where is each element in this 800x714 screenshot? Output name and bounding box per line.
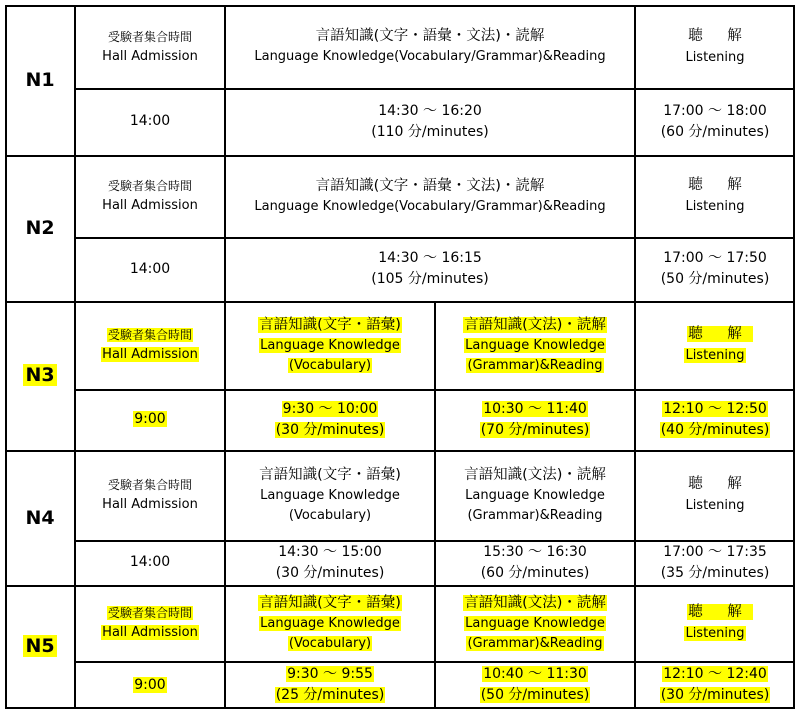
column-rule: [224, 301, 226, 450]
listening-name-en: [684, 623, 745, 644]
section-name-en-text: Language Knowledge(Vocabulary/Grammar)&Reading: [254, 49, 606, 64]
section-name-en-text: Language Knowledge: [260, 337, 400, 353]
section-name-en-text: Language Knowledge: [465, 487, 605, 503]
section-name-en: [288, 356, 372, 376]
exam-schedule-table: [5, 5, 795, 709]
column-rule: [74, 301, 76, 450]
section-duration-text: (70 分/minutes): [480, 421, 590, 438]
listening-duration-text: (50 分/minutes): [660, 271, 770, 287]
section-divider: [434, 585, 436, 709]
level-label-n4: [5, 450, 75, 585]
admission-label-en-text: Hall Admission: [102, 347, 198, 362]
level-name-text: N1: [25, 69, 55, 91]
listening-header: [635, 5, 795, 88]
section-time-range: [378, 248, 482, 269]
section-time: [225, 389, 435, 450]
admission-label-en-text: Hall Admission: [102, 48, 198, 64]
section-header: [225, 585, 435, 661]
listening-time: [635, 88, 795, 155]
section-name-en-text: Language Knowledge(Vocabulary/Grammar)&Reading: [254, 198, 606, 214]
column-rule: [74, 450, 76, 585]
level-name: [25, 69, 54, 91]
column-rule: [224, 450, 226, 585]
admission-time: [75, 389, 225, 450]
section-duration-text: (60 分/minutes): [480, 564, 590, 581]
listening-time-range: [662, 399, 768, 420]
listening-duration: [660, 420, 771, 441]
table-border-left: [5, 5, 7, 709]
section-time-range-text: 10:40 〜 11:30: [483, 666, 587, 682]
section-name-ja-text: 言語知識(文字・語彙・文法)・読解: [315, 177, 545, 194]
section-name-en-text: (Vocabulary): [288, 357, 372, 373]
listening-duration-text: (30 分/minutes): [660, 687, 770, 703]
listening-time: [635, 661, 795, 709]
listening-name-en-text: Listening: [685, 199, 745, 214]
admission-label-en: [102, 495, 198, 515]
section-name-ja: [258, 593, 402, 614]
listening-name-en: [685, 47, 744, 68]
level-name-text: N5: [25, 635, 55, 658]
section-header: [225, 301, 435, 389]
column-rule: [74, 155, 76, 301]
section-time-range: [482, 664, 588, 685]
section-duration-text: (30 分/minutes): [275, 421, 385, 438]
admission-label-ja: [107, 325, 193, 345]
section-name-en: [465, 486, 605, 506]
section-name-en-text: Language Knowledge: [260, 487, 400, 503]
section-time: [435, 661, 635, 709]
column-rule: [224, 5, 226, 155]
section-name-en: [254, 47, 605, 67]
column-rule: [224, 585, 226, 709]
section-name-en: [289, 506, 371, 526]
listening-duration-text: (35 分/minutes): [660, 564, 770, 581]
listening-header: [635, 450, 795, 540]
listening-name-ja: [677, 602, 753, 623]
section-name-en-text: (Grammar)&Reading: [467, 357, 603, 373]
section-duration: [371, 122, 488, 143]
admission-time: [75, 661, 225, 709]
section-time-range: [378, 101, 482, 122]
section-time-range-text: 10:30 〜 11:40: [483, 400, 587, 417]
admission-time-value-text: 14:00: [129, 260, 171, 277]
admission-time-value: [130, 552, 170, 573]
section-header: [225, 155, 635, 237]
listening-duration-text: (40 分/minutes): [660, 421, 770, 438]
listening-name-ja-text: 聴 解: [688, 27, 752, 44]
listening-duration: [661, 563, 770, 584]
section-name-en-text: Language Knowledge: [465, 615, 605, 631]
section-name-ja: [316, 176, 545, 197]
section-name-ja: [258, 315, 402, 336]
listening-time-range-text: 12:10 〜 12:40: [663, 666, 767, 682]
admission-label-ja-text: 受験者集合時間: [107, 478, 192, 492]
section-name-ja-text: 言語知識(文法)・読解: [464, 316, 606, 333]
admission-label-en: [101, 623, 199, 643]
section-time-range: [286, 664, 374, 685]
admission-time-value-text: 14:00: [129, 554, 171, 570]
listening-time: [635, 389, 795, 450]
block-mid-rule: [75, 88, 795, 90]
listening-name-ja-text: 聴 解: [688, 177, 752, 193]
level-name: [25, 507, 54, 529]
section-time-range-text: 14:30 〜 16:15: [378, 250, 482, 266]
column-rule: [634, 5, 636, 155]
section-time-range: [483, 542, 587, 563]
listening-duration: [661, 122, 770, 143]
section-header: [225, 450, 435, 540]
admission-label-en: [102, 47, 198, 67]
section-name-en: [254, 197, 605, 217]
listening-time-range-text: 17:00 〜 17:35: [663, 543, 767, 560]
block-border-top: [5, 585, 795, 587]
column-rule: [74, 5, 76, 155]
listening-header: [635, 585, 795, 661]
section-duration: [275, 420, 386, 441]
block-border-top: [5, 301, 795, 303]
listening-time-range: [663, 101, 767, 122]
listening-name-en-text: Listening: [685, 348, 745, 363]
listening-name-en: [685, 196, 744, 217]
section-name-en: [464, 336, 606, 356]
level-name: [25, 217, 54, 239]
admission-time: [75, 237, 225, 301]
level-label-n3: [5, 301, 75, 450]
listening-duration: [661, 269, 770, 290]
admission-label-en-text: Hall Admission: [102, 198, 198, 213]
section-time: [225, 88, 635, 155]
admission-header: [75, 585, 225, 661]
admission-time: [75, 88, 225, 155]
listening-duration: [660, 685, 771, 706]
listening-header: [635, 155, 795, 237]
admission-label-en-text: Hall Admission: [102, 625, 198, 640]
section-name-en: [464, 614, 606, 634]
column-rule: [224, 155, 226, 301]
section-name-ja: [463, 593, 607, 614]
listening-header: [635, 301, 795, 389]
admission-header: [75, 5, 225, 88]
column-rule: [634, 585, 636, 709]
level-label-n2: [5, 155, 75, 301]
admission-label-en-text: Hall Admission: [102, 497, 198, 512]
section-duration-text: (30 分/minutes): [275, 564, 385, 581]
listening-name-ja: [678, 474, 752, 495]
section-time-range-text: 14:30 〜 15:00: [278, 543, 382, 560]
block-border-top: [5, 155, 795, 157]
table-border-bottom: [5, 707, 795, 709]
section-name-en: [260, 486, 400, 506]
level-name-text: N4: [25, 506, 55, 529]
listening-name-ja-text: 聴 解: [688, 476, 752, 492]
section-name-ja: [316, 26, 545, 47]
section-name-ja-text: 言語知識(文法)・読解: [464, 466, 606, 483]
section-time: [435, 540, 635, 585]
section-time: [225, 661, 435, 709]
section-time-range: [278, 542, 382, 563]
listening-time-range: [663, 542, 767, 563]
section-name-ja: [463, 315, 607, 336]
admission-label-ja: [108, 176, 192, 196]
section-name-en: [467, 506, 602, 526]
listening-name-en-text: Listening: [685, 626, 745, 641]
section-duration-text: (105 分/minutes): [371, 271, 489, 287]
section-name-en-text: (Grammar)&Reading: [467, 635, 603, 651]
section-time-range: [282, 399, 379, 420]
listening-time-range-text: 17:00 〜 18:00: [663, 102, 767, 119]
admission-label-ja-text: 受験者集合時間: [107, 179, 192, 193]
admission-label-en: [102, 196, 198, 216]
admission-header: [75, 450, 225, 540]
admission-label-ja: [108, 475, 192, 495]
listening-time-range-text: 12:10 〜 12:50: [663, 400, 767, 417]
admission-header: [75, 155, 225, 237]
section-name-en-text: (Vocabulary): [288, 507, 372, 523]
listening-name-en-text: Listening: [685, 498, 745, 513]
section-name-ja: [259, 465, 401, 486]
admission-time: [75, 540, 225, 585]
section-name-en-text: Language Knowledge: [465, 337, 605, 353]
section-name-ja: [464, 465, 606, 486]
table-border-right: [793, 5, 795, 709]
section-header: [435, 585, 635, 661]
section-name-en: [466, 634, 603, 654]
admission-label-ja-text: 受験者集合時間: [107, 29, 192, 44]
listening-name-en: [685, 495, 744, 516]
section-name-ja-text: 言語知識(文字・語彙): [259, 594, 401, 611]
listening-name-ja: [678, 175, 752, 196]
section-time: [225, 540, 435, 585]
section-divider: [434, 301, 436, 450]
block-border-top: [5, 450, 795, 452]
section-time-range-text: 9:30 〜 10:00: [282, 400, 378, 417]
level-name-text: N3: [25, 363, 55, 386]
section-duration: [276, 563, 385, 584]
section-duration-text: (50 分/minutes): [480, 687, 590, 703]
section-time-range: [482, 399, 588, 420]
section-name-en: [259, 614, 401, 634]
listening-time-range: [663, 248, 767, 269]
block-border-top: [5, 5, 795, 7]
section-name-ja-text: 言語知識(文字・語彙): [259, 316, 401, 333]
admission-time-value: [130, 259, 170, 280]
listening-name-ja: [677, 324, 753, 345]
section-header: [225, 5, 635, 88]
admission-label-ja: [108, 27, 192, 47]
admission-label-en: [101, 345, 199, 365]
column-rule: [634, 301, 636, 450]
level-name: [23, 364, 56, 388]
listening-time-range: [662, 664, 768, 685]
admission-time-value: [130, 111, 170, 132]
listening-name-en-text: Listening: [685, 49, 745, 65]
admission-time-value-text: 9:00: [134, 411, 166, 427]
level-label-n1: [5, 5, 75, 155]
section-duration: [480, 420, 591, 441]
section-time: [225, 237, 635, 301]
block-mid-rule: [75, 237, 795, 239]
section-divider: [434, 450, 436, 585]
section-name-en-text: (Vocabulary): [288, 635, 372, 651]
admission-label-ja-text: 受験者集合時間: [107, 606, 192, 620]
admission-label-ja: [107, 603, 193, 623]
listening-name-ja-text: 聴 解: [688, 326, 752, 342]
section-name-en: [288, 634, 372, 654]
listening-time: [635, 540, 795, 585]
listening-name-ja: [678, 26, 752, 47]
admission-label-ja-text: 受験者集合時間: [107, 328, 192, 342]
section-duration: [371, 269, 488, 290]
section-time: [435, 389, 635, 450]
level-label-n5: [5, 585, 75, 709]
section-name-en: [466, 356, 603, 376]
admission-time-value-text: 14:00: [129, 113, 171, 129]
level-name-text: N2: [25, 217, 55, 239]
listening-duration-text: (60 分/minutes): [660, 123, 770, 140]
column-rule: [634, 450, 636, 585]
section-name-ja-text: 言語知識(文法)・読解: [464, 594, 606, 611]
section-header: [435, 450, 635, 540]
admission-time-value: [133, 409, 166, 430]
section-header: [435, 301, 635, 389]
section-duration: [275, 685, 386, 706]
level-name: [23, 635, 56, 659]
section-name-en: [259, 336, 401, 356]
admission-time-value: [133, 675, 166, 696]
section-name-en-text: Language Knowledge: [260, 615, 400, 631]
section-time-range-text: 15:30 〜 16:30: [483, 543, 587, 560]
section-duration-text: (110 分/minutes): [371, 123, 489, 140]
section-time-range-text: 9:30 〜 9:55: [287, 666, 373, 682]
admission-time-value-text: 9:00: [134, 676, 166, 693]
admission-header: [75, 301, 225, 389]
section-name-en-text: (Grammar)&Reading: [467, 507, 603, 523]
listening-time-range-text: 17:00 〜 17:50: [663, 250, 767, 266]
section-duration: [481, 563, 590, 584]
listening-name-en: [684, 345, 745, 366]
section-duration-text: (25 分/minutes): [275, 687, 385, 703]
section-duration: [480, 685, 591, 706]
section-name-ja-text: 言語知識(文字・語彙・文法)・読解: [315, 28, 545, 44]
listening-time: [635, 237, 795, 301]
section-time-range-text: 14:30 〜 16:20: [378, 102, 482, 119]
column-rule: [634, 155, 636, 301]
section-name-ja-text: 言語知識(文字・語彙): [259, 466, 401, 483]
listening-name-ja-text: 聴 解: [688, 604, 752, 620]
column-rule: [74, 585, 76, 709]
